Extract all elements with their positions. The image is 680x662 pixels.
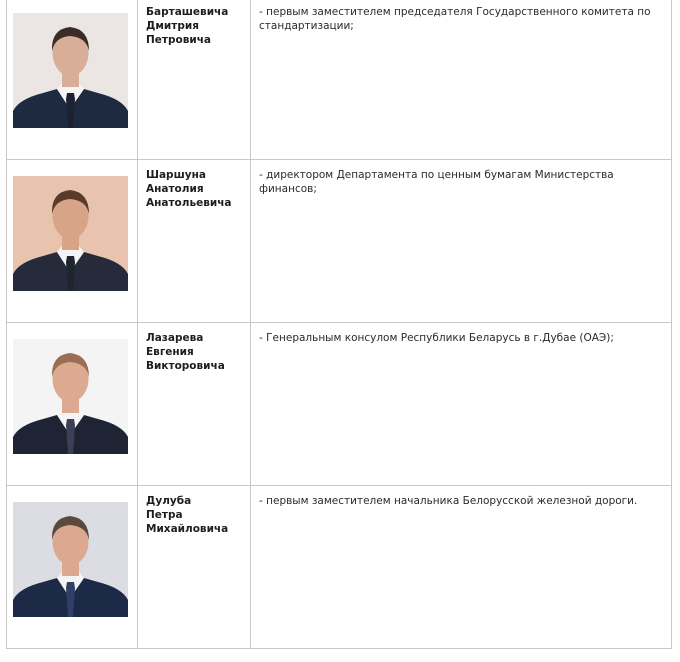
name-line-surname: Дулуба (146, 495, 192, 507)
position-text: - Генеральным консулом Республики Беларусь в г.Дубае (ОАЭ); (259, 332, 614, 344)
name-line-patronymic: Михайловича (146, 523, 229, 535)
position-cell (251, 486, 672, 649)
person-row (7, 160, 672, 323)
appointments-rows (7, 0, 672, 649)
portrait-illustration (13, 339, 128, 454)
portrait-photo (13, 176, 128, 291)
portrait-illustration (13, 176, 128, 291)
portrait-illustration (13, 13, 128, 128)
portrait-illustration (13, 502, 128, 617)
photo-cell (7, 486, 138, 649)
appointments-table (6, 0, 672, 649)
person-name (138, 486, 250, 536)
person-row (7, 323, 672, 486)
position-text: - первым заместителем начальника Белорусской железной дороги. (259, 495, 638, 507)
name-cell (138, 323, 251, 486)
position-text: - директором Департамента по ценным бумагам Министерства финансов; (259, 169, 614, 195)
portrait-photo (13, 13, 128, 128)
name-cell (138, 0, 251, 160)
position-text: - первым заместителем председателя Государственного комитета по стандартизации; (259, 6, 651, 32)
person-row (7, 486, 672, 649)
name-cell (138, 160, 251, 323)
person-name (138, 160, 250, 210)
name-line-patronymic: Викторовича (146, 360, 225, 372)
name-line-first: Петра (146, 509, 183, 521)
name-line-surname: Шаршуна (146, 169, 206, 181)
photo-cell (7, 160, 138, 323)
name-cell (138, 486, 251, 649)
name-line-surname: Барташевича (146, 6, 229, 18)
position-cell (251, 323, 672, 486)
name-line-first: Анатолия (146, 183, 204, 195)
photo-cell (7, 323, 138, 486)
name-line-patronymic: Анатольевича (146, 197, 232, 209)
name-line-surname: Лазарева (146, 332, 204, 344)
photo-cell (7, 0, 138, 160)
person-row (7, 0, 672, 160)
portrait-photo (13, 339, 128, 454)
name-line-first: Дмитрия (146, 20, 199, 32)
position-cell (251, 0, 672, 160)
position-cell (251, 160, 672, 323)
name-line-patronymic: Петровича (146, 34, 212, 46)
person-name (138, 323, 250, 373)
portrait-photo (13, 502, 128, 617)
name-line-first: Евгения (146, 346, 194, 358)
person-name (138, 0, 250, 47)
